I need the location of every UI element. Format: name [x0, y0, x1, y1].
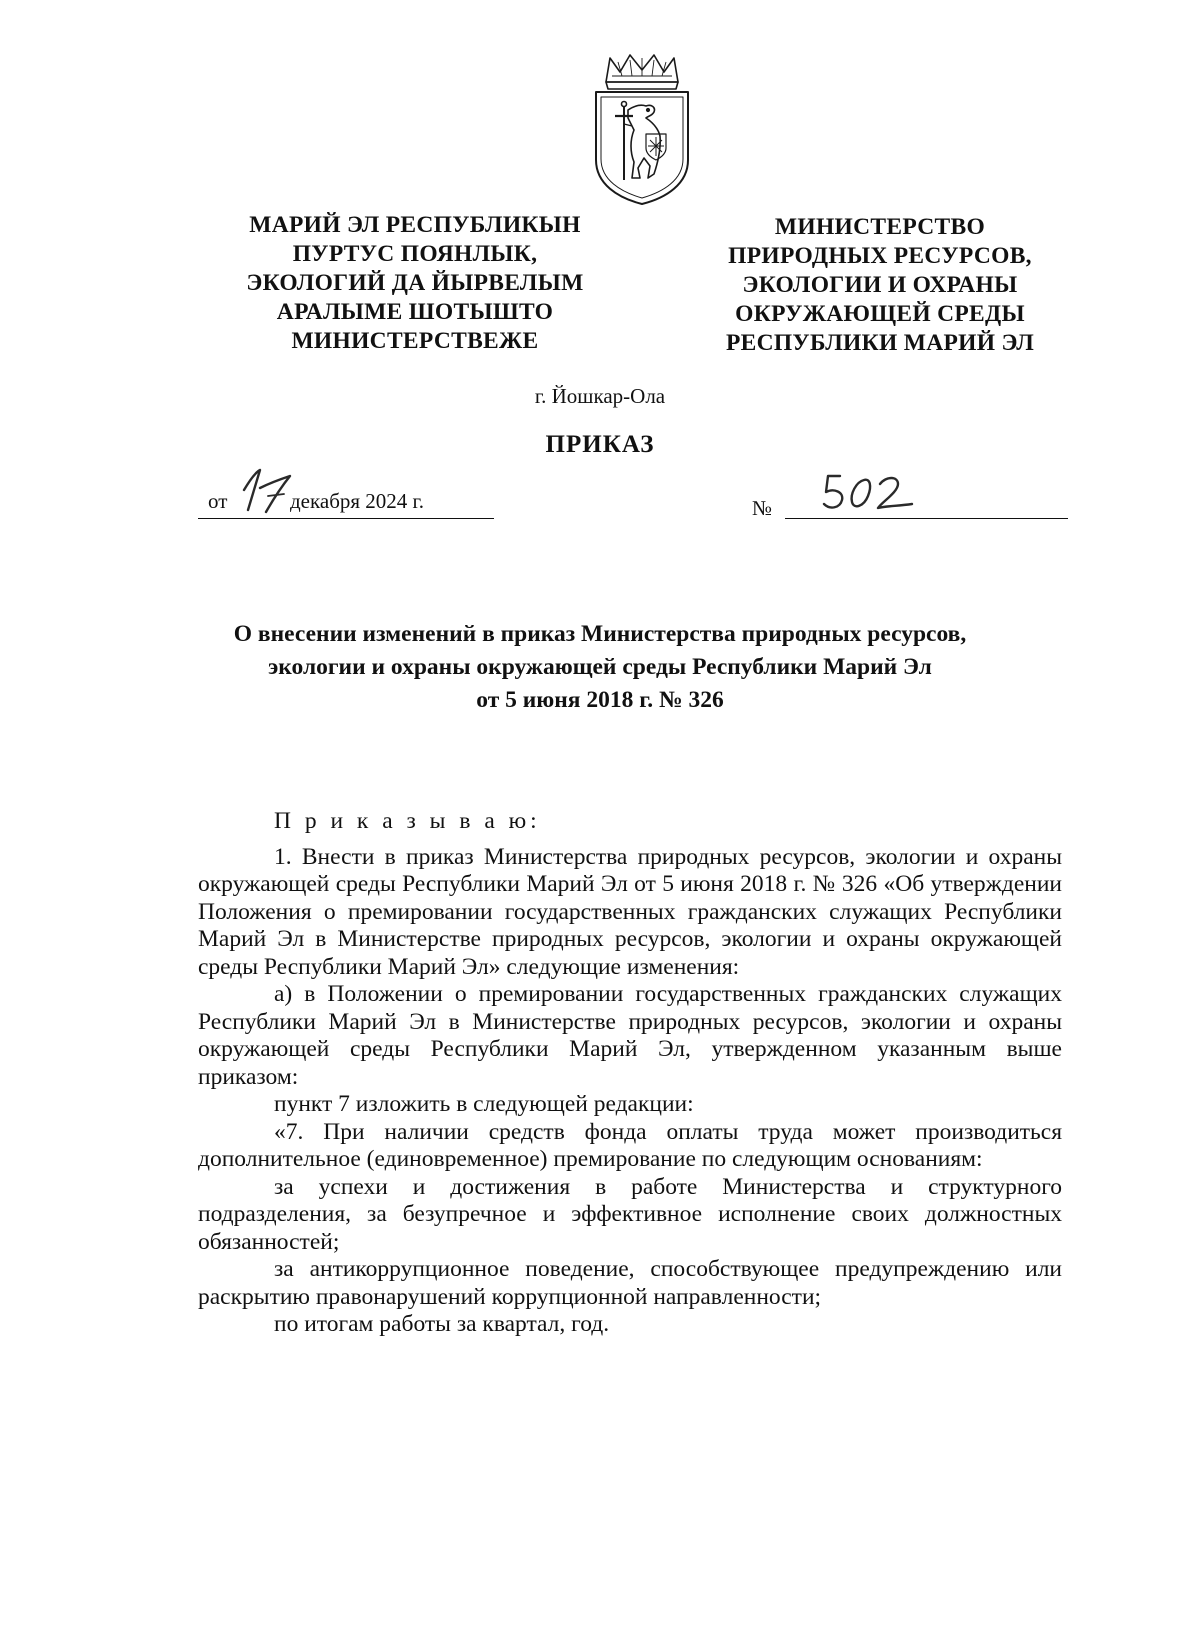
ministry-mari-line-2: ПУРТУС ПОЯНЛЫК,: [292, 241, 538, 267]
ministry-mari-line-4: АРАЛЫМЕ ШОТЫШТО: [276, 299, 554, 325]
date-month-year: декабря 2024 г.: [290, 489, 425, 513]
paragraph-p7-intro: пункт 7 изложить в следующей редакции:: [274, 1091, 694, 1117]
ministry-name-mari: [200, 211, 630, 356]
paragraph-basis-1: за успехи и достижения в работе Министерства и структурного подразделения, за безупречное и эффективное исполнение своих должностных обязанностей;: [198, 1173, 1062, 1255]
order-word: П р и к а з ы в а ю:: [274, 808, 541, 834]
ministry-mari-line-5: МИНИСТЕРСТВЕЖЕ: [291, 328, 539, 354]
ministry-ru-line-4: ОКРУЖАЮЩЕЙ СРЕДЫ: [735, 301, 1025, 327]
order-body: [198, 808, 1062, 1339]
ministry-ru-line-5: РЕСПУБЛИКИ МАРИЙ ЭЛ: [725, 330, 1035, 356]
order-subject: [100, 618, 1100, 717]
ministry-mari-line-3: ЭКОЛОГИЙ ДА ЙЫРВЕЛЫМ: [246, 270, 584, 296]
paragraph-basis-3: по итогам работы за квартал, год.: [274, 1311, 610, 1337]
subject-line-2: экологии и охраны окружающей среды Республики Марий Эл: [268, 654, 932, 680]
number-sign: №: [752, 496, 773, 520]
handwritten-number: 502: [820, 486, 862, 517]
date-prefix: от: [208, 489, 228, 513]
document-type-heading: ПРИКАЗ: [545, 431, 655, 458]
republic-emblem-icon: [588, 52, 696, 208]
paragraph-a: а) в Положении о премировании государственных гражданских служащих Республики Марий Эл в Министерстве природных ресурсов, экологии и охраны окружающей среды Республики Марий Эл, утвержденном указанным выше приказом:: [198, 981, 1062, 1090]
paragraph-basis-2: за антикоррупционное поведение, способствующее предупреждению или раскрытию правонарушений коррупционной направленности;: [198, 1256, 1062, 1310]
city-name: г. Йошкар-Ола: [534, 384, 666, 408]
paragraph-p7-text: «7. При наличии средств фонда оплаты труда может производиться дополнительное (единовременное) премирование по следующим основаниям:: [198, 1118, 1062, 1172]
handwritten-number-signature: [820, 470, 920, 516]
ministry-ru-line-1: МИНИСТЕРСТВО: [774, 214, 986, 240]
ministry-mari-line-1: МАРИЙ ЭЛ РЕСПУБЛИКЫН: [249, 212, 581, 238]
subject-line-1: О внесении изменений в приказ Министерства природных ресурсов,: [233, 621, 967, 647]
ministry-name-russian: [680, 213, 1080, 358]
handwritten-day-signature: [238, 466, 294, 516]
paragraph-1: 1. Внести в приказ Министерства природных ресурсов, экологии и охраны окружающей среды Республики Марий Эл от 5 июня 2018 г. № 326 «Об утверждении Положения о премировании государственных гражданских служащих Республики Марий Эл в Министерстве природных ресурсов, экологии и охраны окружающей среды Республики Марий Эл» следующие изменения:: [198, 843, 1062, 980]
handwritten-day: 17: [242, 484, 270, 515]
subject-line-3: от 5 июня 2018 г. № 326: [476, 687, 724, 713]
ministry-ru-line-3: ЭКОЛОГИИ И ОХРАНЫ: [742, 272, 1018, 298]
ministry-ru-line-2: ПРИРОДНЫХ РЕСУРСОВ,: [728, 243, 1032, 269]
